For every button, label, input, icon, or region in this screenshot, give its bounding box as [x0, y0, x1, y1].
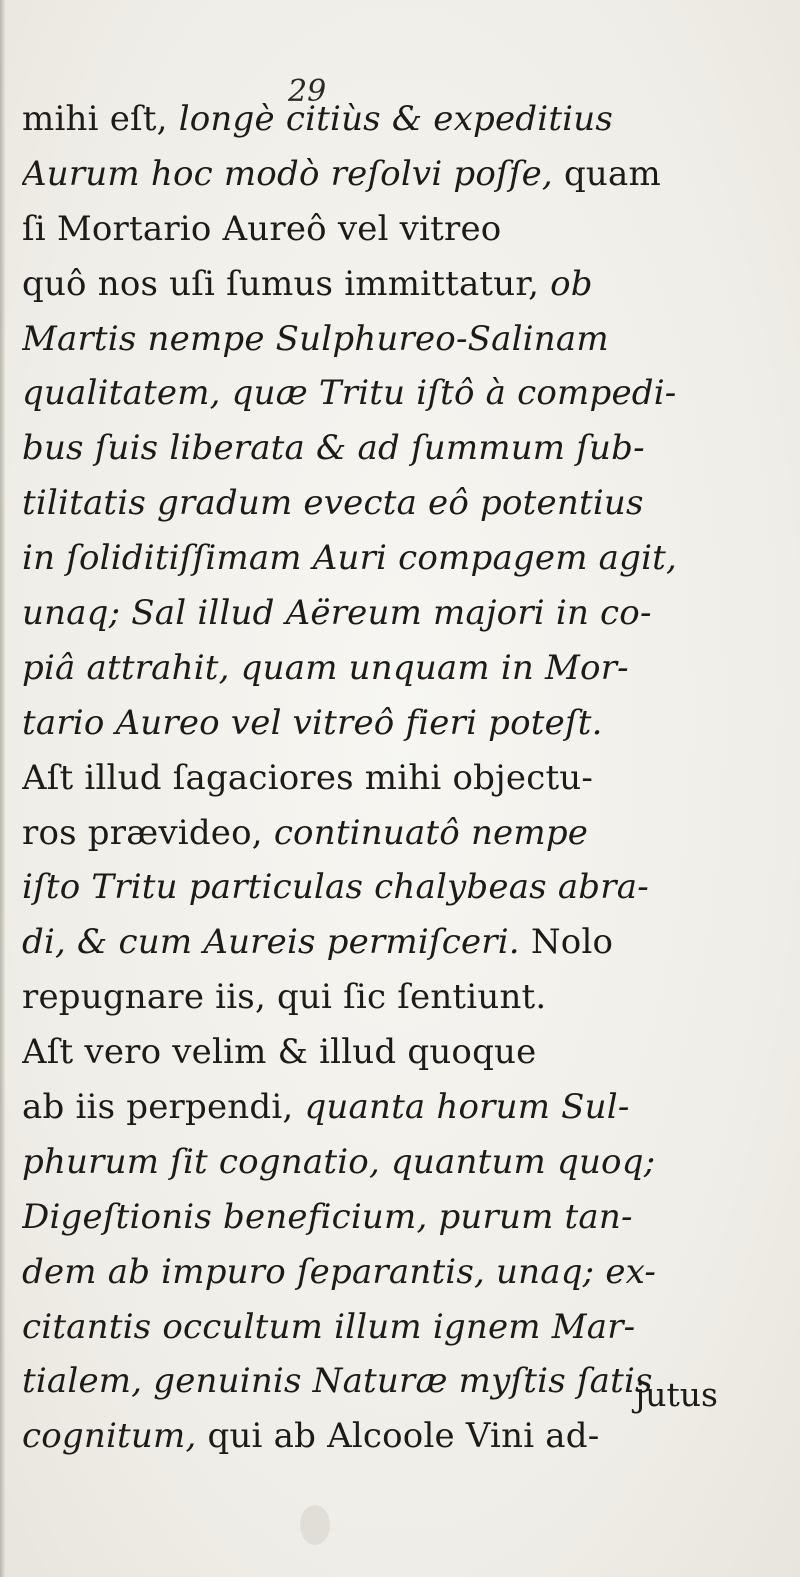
italic-text: cognitum,: [22, 1416, 197, 1457]
catchword: jutus: [635, 1375, 718, 1414]
text-line: [22, 312, 782, 367]
body-text: [22, 92, 782, 1464]
roman-text: ros prævideo,: [22, 812, 274, 853]
italic-text: bus ſuis liberata & ad ſummum ſub-: [22, 428, 645, 469]
italic-text: di, & cum Aureis permiſceri.: [22, 922, 520, 963]
text-line: [22, 1025, 782, 1080]
text-line: [22, 915, 782, 970]
italic-text: in ſoliditiſſimam Auri compagem agit,: [22, 538, 678, 579]
roman-text: repugnare iis, qui ſic ſentiunt.: [22, 977, 547, 1018]
italic-text: tario Aureo vel vitreô fieri poteſt.: [22, 702, 603, 743]
text-line: [22, 476, 782, 531]
page-number: 29: [288, 74, 327, 109]
roman-text: Aſt illud ſagaciores mihi objectu-: [22, 757, 594, 798]
text-line: [22, 806, 782, 861]
italic-text: tialem, genuinis Naturæ myſtis ſatis: [22, 1361, 653, 1402]
italic-text: Martis nempe Sulphureo-Salinam: [22, 318, 609, 359]
roman-text: quam: [552, 153, 661, 194]
italic-text: phurum ſit cognatio, quantum quoq;: [22, 1141, 656, 1182]
italic-text: longè citiùs & expeditius: [178, 99, 614, 139]
text-line: [22, 92, 782, 147]
text-line: [22, 1300, 782, 1355]
text-line: [22, 421, 782, 476]
roman-text: ſi Mortario Aureô vel vitreo: [22, 208, 502, 249]
italic-text: continuatô nempe: [273, 812, 589, 853]
ink-smudge: [300, 1505, 330, 1545]
text-line: [22, 202, 782, 257]
text-line: [22, 641, 782, 696]
italic-text: piâ attrahit, quam unquam in Mor-: [22, 647, 629, 688]
text-line: [22, 1245, 782, 1300]
roman-text: mihi eſt,: [22, 99, 179, 139]
italic-text: Aurum hoc modò reſolvi poſſe,: [22, 153, 553, 194]
text-line: [22, 751, 782, 806]
text-line: [22, 1135, 782, 1190]
italic-text: iſto Tritu particulas chalybeas abra-: [22, 867, 649, 908]
text-line: [22, 586, 782, 641]
roman-text: qui ab Alcoole Vini ad-: [196, 1416, 600, 1457]
text-line: [22, 257, 782, 312]
italic-text: Digeſtionis beneficium, purum tan-: [22, 1196, 633, 1237]
text-line: [22, 860, 782, 915]
text-line: [22, 147, 782, 202]
italic-text: qualitatem, quæ Tritu iſtô à compedi-: [22, 373, 677, 414]
italic-text: dem ab impuro ſeparantis, unaq; ex-: [22, 1251, 657, 1292]
italic-text: citantis occultum illum ignem Mar-: [22, 1306, 636, 1347]
text-line: [22, 1080, 782, 1135]
text-line: [22, 531, 782, 586]
roman-text: Aſt vero velim & illud quoque: [22, 1032, 537, 1073]
roman-text: quô nos uſi ſumus immittatur,: [22, 263, 551, 304]
text-line: [22, 696, 782, 751]
text-line: [22, 366, 782, 421]
italic-text: unaq; Sal illud Aëreum majori in co-: [22, 593, 652, 634]
italic-text: quanta horum Sul-: [304, 1087, 630, 1128]
italic-text: tilitatis gradum evecta eô potentius: [22, 483, 644, 524]
text-line: [22, 970, 782, 1025]
italic-text: ob: [550, 263, 593, 304]
text-line: [22, 1190, 782, 1245]
roman-text: ab iis perpendi,: [22, 1087, 305, 1128]
roman-text: Nolo: [519, 922, 614, 963]
binding-edge: [0, 0, 5, 1577]
